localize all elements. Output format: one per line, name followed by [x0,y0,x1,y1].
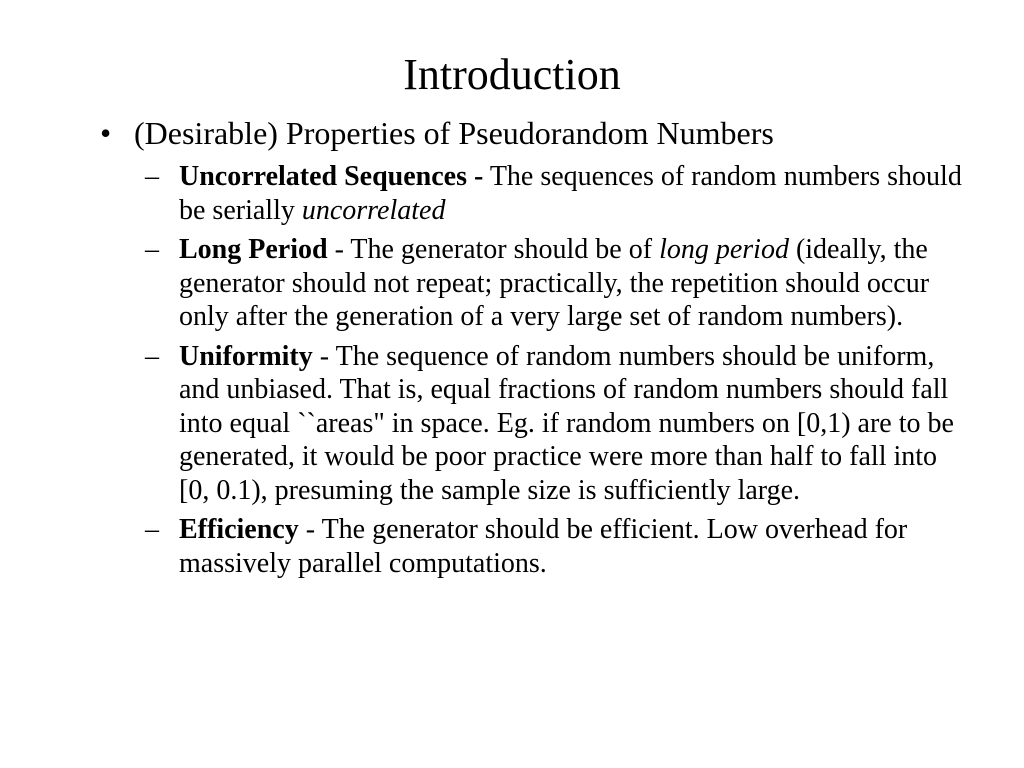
properties-list [145,160,965,586]
property-text: - The sequence of random numbers should be uniform, and unbiased. That is, equal fractions of random numbers should fall into equal ``areas" in space. Eg. if random numbers on [0,1) are to be generated, it would be poor practice were more than half to fall into [0, 0.1), presuming the sample size is sufficiently large. [179,340,954,506]
slide-title: Introduction [403,50,621,99]
property-term: Uniformity [179,340,313,372]
property-text-after: (ideally, the generator should not repeat; practically, the repetition should occur only after the generation of a very large set of random numbers). [179,234,930,332]
dash-marker: – [145,340,159,372]
property-long-period [145,233,965,334]
main-bullet-text: (Desirable) Properties of Pseudorandom Numbers [134,115,774,151]
dash-marker: – [145,234,159,265]
property-efficiency [145,513,965,580]
property-text: - The generator should be of [327,234,660,265]
property-uncorrelated [145,160,965,227]
bullet-marker: • [100,115,112,151]
property-term: Long Period [179,234,328,265]
dash-marker: – [145,514,159,545]
property-text: The sequences of random numbers should be serially [179,161,962,226]
property-uniformity [145,340,965,508]
property-text: - The generator should be efficient. Low overhead for massively parallel computations. [179,514,908,579]
property-term: Uncorrelated Sequences - [179,161,484,192]
property-emphasis: uncorrelated [301,194,446,226]
property-emphasis: long period [659,234,789,265]
dash-marker: – [145,161,159,192]
property-term: Efficiency [179,514,299,545]
